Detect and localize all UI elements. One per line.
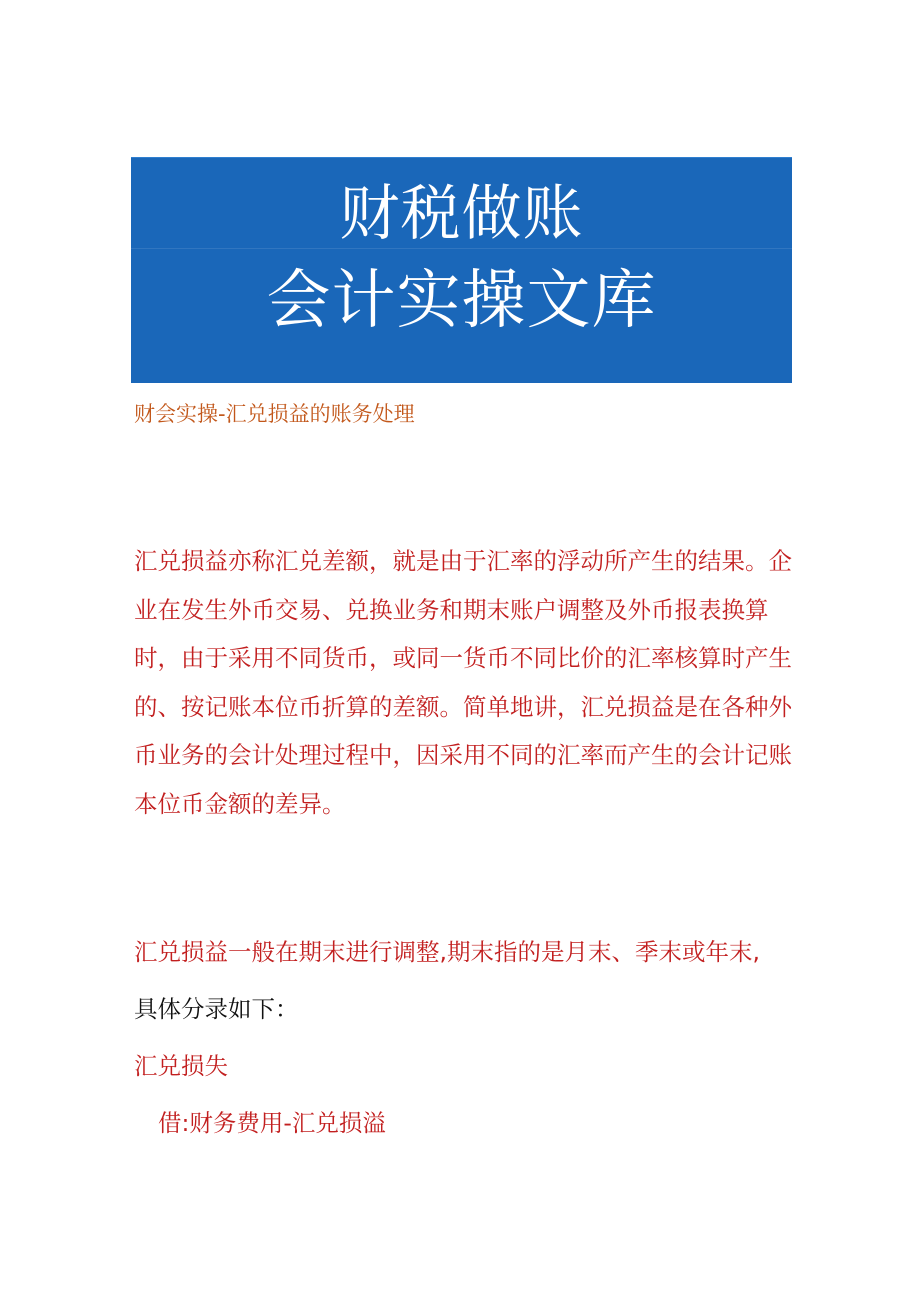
exchange-loss-heading: 汇兑损失 (134, 1052, 228, 1080)
document-title: 财会实操-汇兑损益的账务处理 (134, 402, 415, 426)
paragraph-line: 本位币金额的差异。 (134, 789, 346, 818)
adjustment-note: 汇兑损益一般在期末进行调整,期末指的是月末、季末或年末, (134, 938, 760, 966)
paragraph-line: 业在发生外币交易、兑换业务和期末账户调整及外币报表换算 (134, 595, 769, 624)
debit-entry: 借:财务费用-汇兑损溢 (158, 1109, 386, 1137)
paragraph-line: 时，由于采用不同货币，或同一货币不同比价的汇率核算时产生 (134, 644, 792, 673)
banner-title-line-1: 财税做账 (339, 179, 584, 249)
paragraph-line: 汇兑损益亦称汇兑差额，就是由于汇率的浮动所产生的结果。企 (134, 547, 792, 575)
paragraph-line: 的、按记账本位币折算的差额。简单地讲，汇兑损益是在各种外 (134, 692, 792, 721)
paragraph-line: 币业务的会计处理过程中，因采用不同的汇率而产生的会计记账 (134, 741, 792, 770)
intro-paragraph (134, 537, 794, 829)
header-banner (131, 157, 792, 383)
banner-divider (131, 248, 792, 249)
entries-intro: 具体分录如下： (134, 995, 299, 1023)
banner-title-line-2: 会计实操文库 (266, 264, 657, 338)
